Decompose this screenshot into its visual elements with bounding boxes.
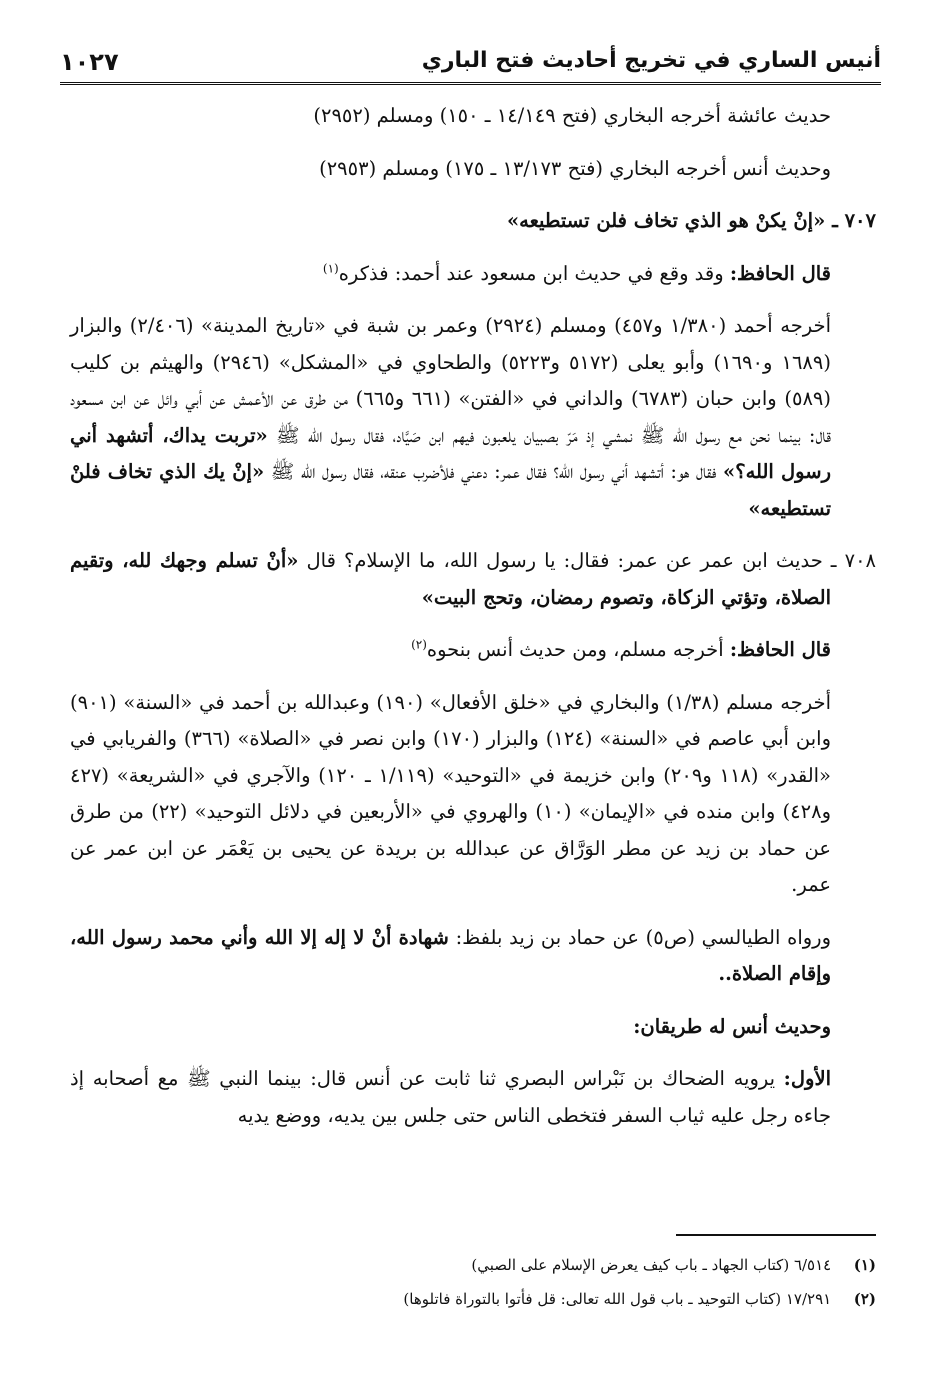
hafiz-label: قال الحافظ: <box>729 261 831 285</box>
takhrij-text-c: فقال هو: أتشهد أني رسول الله؟ فقال عمر: دعني فلأضرب عنقه، فقال رسول الله ﷺ <box>270 460 717 483</box>
paragraph-anas-hadith: وحديث أنس أخرجه البخاري (فتح ١٣/١٧٣ ـ ١٧٥) ومسلم (٢٩٥٣) <box>319 156 831 180</box>
hadith-heading-708 <box>70 543 876 616</box>
quoted-hadith-a: «تربت يداك، أتشهد أني رسول الله؟» <box>70 423 832 483</box>
footnotes <box>70 1248 876 1316</box>
footnote-text: ١٧/٢٩١ (كتاب التوحيد ـ باب قول الله تعالى: قل فأتوا بالتوراة فاتلوها) <box>403 1290 832 1308</box>
first-route-paragraph <box>70 1061 876 1134</box>
hadith-708-intro: ٧٠٨ ـ حديث ابن عمر عن عمر: فقال: يا رسول الله، ما الإسلام؟ قال <box>306 549 877 572</box>
footnote-number: (٢) <box>853 1290 876 1308</box>
hafiz-quote-707 <box>70 256 876 293</box>
quoted-hadith-d: «إنْ يك الذي تخاف فلنْ تستطيعه» <box>70 460 831 520</box>
hafiz-text: وقد وقع في حديث ابن مسعود عند أحمد: فذكره <box>338 261 724 285</box>
takhrij-text-a: أخرجه أحمد (١/٣٨٠ و٤٥٧) ومسلم (٢٩٢٤) وعمر بن شبة في «تاريخ المدينة» (٢/٤٠٦) والبزار (١٦٨٩ و١٦٩٠) وأبو يعلى (٥١٧٢ و٥٢٢٣) والطحاوي في «المشكل» (٢٩٤٦) والهيثم بن كليب (٥٨٩) وابن حبان (٦٧٨٣) والداني في «الفتن» (٦٦١ و٦٦٥) من طرق عن الأعمش عن أبي وائل عن ابن مسعود قال: بينما نحن مع رسول الله ﷺ نمشي إذ مَرّ بصبيان يلعبون فيهم ابن صَيَّاد، فقال رسول الله ﷺ <box>70 314 831 447</box>
takhrij-paragraph-708: أخرجه مسلم (١/٣٨) والبخاري في «خلق الأفعال» (١٩٠) وعبدالله بن أحمد في «السنة» (٩٠١) وابن أبي عاصم في «السنة» (١٢٤) والبزار (١٧٠) وابن نصر في «الصلاة» (٣٦٦) والفريابي في «القدر» (١١٨ و٢٠٩) وابن خزيمة في «التوحيد» (١/١١٩ ـ ١٢٠) والآجري في «الشريعة» (٤٢٧ و٤٢٨) وابن منده في «الإيمان» (١٠) والهروي في «الأربعين في دلائل التوحيد» (٢٢) من طرق عن حماد بن زيد عن مطر الوَرَّاق عن عبدالله بن بريدة عن يحيى بن يَعْمَر عن ابن عمر عن عمر. <box>70 690 832 896</box>
footnote-ref-2: (٢) <box>411 637 427 652</box>
hadith-heading-707: ٧٠٧ ـ «إنْ يكنْ هو الذي تخاف فلن تستطيعه» <box>506 209 876 232</box>
anas-section-heading: وحديث أنس له طريقان: <box>633 1014 831 1038</box>
footnote-number: (١) <box>853 1256 876 1274</box>
footnote-1 <box>70 1248 876 1282</box>
tayalisi-wording: شهادة أنْ لا إله إلا الله وأني محمد رسول الله، وإقام الصلاة.. <box>70 925 831 985</box>
page-header <box>60 42 881 85</box>
footnote-divider <box>676 1234 876 1236</box>
page-number: ١٠٢٧ <box>60 48 119 76</box>
tayalisi-paragraph <box>70 920 876 993</box>
running-title: أنيس الساري في تخريج أحاديث فتح الباري <box>421 48 881 73</box>
first-route-text: يرويه الضحاك بن نَبْراس البصري ثنا ثابت عن أنس قال: بينما النبي ﷺ مع أصحابه إذ جاءه رجل عليه ثياب السفر فتخطى الناس حتى جلس بين يديه، ووضع يديه <box>70 1067 831 1127</box>
footnote-ref-1: (١) <box>322 261 339 275</box>
hadith-708-text: «أنْ تسلم وجهك لله، وتقيم الصلاة، وتؤتي الزكاة، وتصوم رمضان، وتحج البيت» <box>70 549 831 609</box>
paragraph-aisha-hadith: حديث عائشة أخرجه البخاري (فتح ١٤/١٤٩ ـ ١٥٠) ومسلم (٢٩٥٢) <box>313 104 831 127</box>
hafiz-quote-708 <box>70 632 876 669</box>
tayalisi-intro: ورواه الطيالسي (ص٥) عن حماد بن زيد بلفظ: <box>455 925 831 949</box>
footnote-text: ٦/٥١٤ (كتاب الجهاد ـ باب كيف يعرض الإسلام على الصبي) <box>471 1256 832 1274</box>
first-label: الأول: <box>783 1067 831 1090</box>
hafiz-label: قال الحافظ: <box>729 638 831 661</box>
page-body <box>70 98 876 1150</box>
footnote-2 <box>70 1282 876 1316</box>
takhrij-paragraph-707 <box>70 308 876 527</box>
hafiz-text: أخرجه مسلم، ومن حديث أنس بنحوه <box>426 638 724 661</box>
